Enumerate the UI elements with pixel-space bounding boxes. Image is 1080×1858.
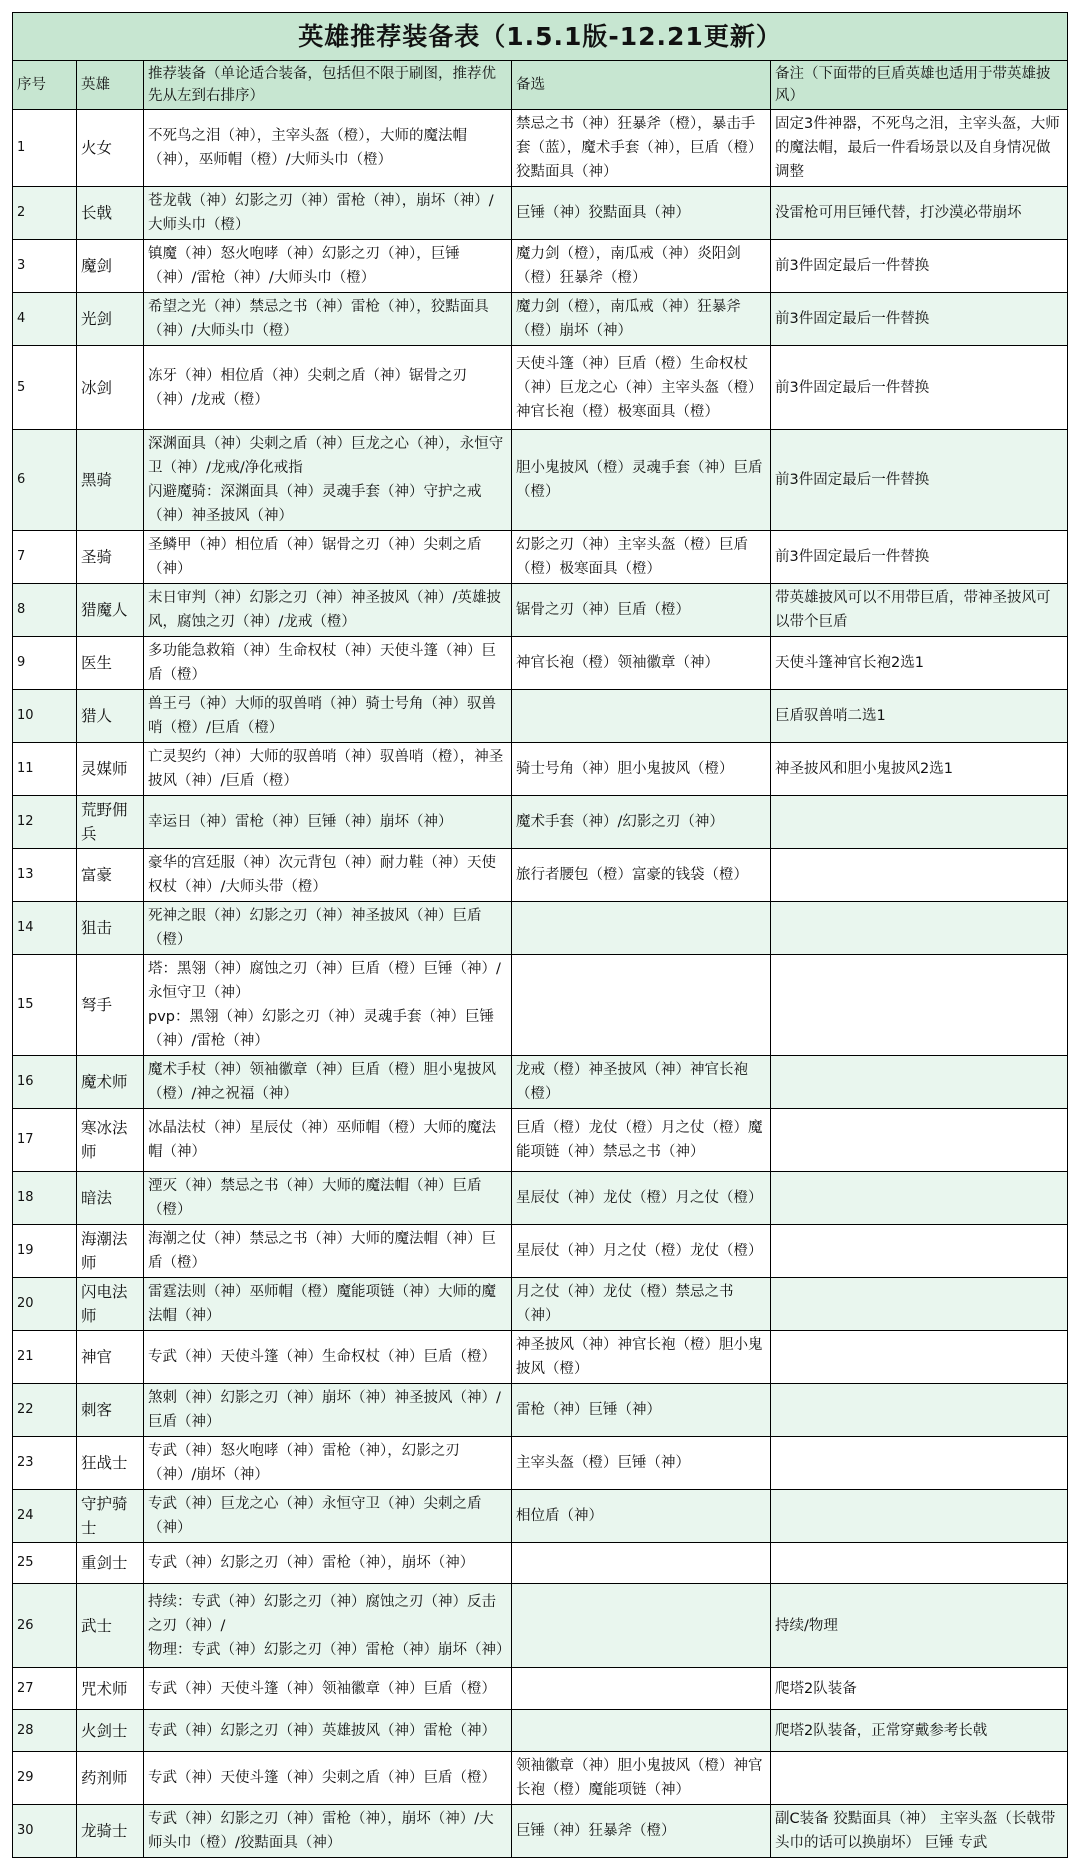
cell-note: 前3件固定最后一件替换 xyxy=(771,430,1068,531)
table-row xyxy=(13,849,1068,902)
cell-no: 3 xyxy=(13,240,77,293)
cell-no: 17 xyxy=(13,1109,77,1172)
cell-recommended: 冰晶法杖（神）星辰仗（神）巫师帽（橙）大师的魔法帽（神） xyxy=(144,1109,512,1172)
table-row xyxy=(13,531,1068,584)
cell-note: 爬塔2队装备，正常穿戴参考长戟 xyxy=(771,1710,1068,1752)
cell-alternative: 神官长袍（橙）领袖徽章（神） xyxy=(512,637,771,690)
cell-note xyxy=(771,1331,1068,1384)
cell-alternative xyxy=(512,1710,771,1752)
sheet-title: 英雄推荐装备表（1.5.1版-12.21更新） xyxy=(13,13,1068,61)
cell-no: 10 xyxy=(13,690,77,743)
cell-hero: 魔剑 xyxy=(77,240,144,293)
cell-no: 24 xyxy=(13,1490,77,1543)
cell-hero: 药剂师 xyxy=(77,1752,144,1805)
cell-hero: 武士 xyxy=(77,1584,144,1668)
cell-hero: 海潮法师 xyxy=(77,1225,144,1278)
cell-no: 25 xyxy=(13,1543,77,1584)
cell-alternative: 魔术手套（神）/幻影之刃（神） xyxy=(512,796,771,849)
cell-no: 27 xyxy=(13,1668,77,1710)
cell-recommended: 圣鳞甲（神）相位盾（神）锯骨之刃（神）尖刺之盾（神） xyxy=(144,531,512,584)
cell-recommended: 专武（神）幻影之刃（神）英雄披风（神）雷枪（神） xyxy=(144,1710,512,1752)
cell-alternative: 魔力剑（橙），南瓜戒（神）狂暴斧（橙）崩坏（神） xyxy=(512,293,771,346)
cell-alternative: 幻影之刃（神）主宰头盔（橙）巨盾（橙）极寒面具（橙） xyxy=(512,531,771,584)
cell-alternative: 巨锤（神）狂暴斧（橙） xyxy=(512,1805,771,1858)
table-row xyxy=(13,637,1068,690)
cell-recommended: 死神之眼（神）幻影之刃（神）神圣披风（神）巨盾（橙） xyxy=(144,902,512,955)
cell-recommended: 专武（神）天使斗篷（神）尖刺之盾（神）巨盾（橙） xyxy=(144,1752,512,1805)
header-note: 备注（下面带的巨盾英雄也适用于带英雄披风） xyxy=(771,61,1068,110)
cell-hero: 黑骑 xyxy=(77,430,144,531)
cell-alternative: 天使斗篷（神）巨盾（橙）生命权杖（神）巨龙之心（神）主宰头盔（橙）神官长袍（橙）极寒面具（橙） xyxy=(512,346,771,430)
cell-recommended: 持续：专武（神）幻影之刃（神）腐蚀之刃（神）反击之刃（神）/ 物理：专武（神）幻影之刃（神）雷枪（神）崩坏（神） xyxy=(144,1584,512,1668)
table-row xyxy=(13,1278,1068,1331)
cell-hero: 暗法 xyxy=(77,1172,144,1225)
cell-recommended: 不死鸟之泪（神），主宰头盔（橙），大师的魔法帽（神），巫师帽（橙）/大师头巾（橙） xyxy=(144,110,512,187)
cell-recommended: 专武（神）天使斗篷（神）生命权杖（神）巨盾（橙） xyxy=(144,1331,512,1384)
cell-no: 7 xyxy=(13,531,77,584)
table-row xyxy=(13,293,1068,346)
table-row xyxy=(13,1109,1068,1172)
cell-recommended: 冻牙（神）相位盾（神）尖刺之盾（神）锯骨之刃（神）/龙戒（橙） xyxy=(144,346,512,430)
cell-recommended: 煞刺（神）幻影之刃（神）崩坏（神）神圣披风（神）/巨盾（神） xyxy=(144,1384,512,1437)
cell-note: 带英雄披风可以不用带巨盾，带神圣披风可以带个巨盾 xyxy=(771,584,1068,637)
cell-no: 19 xyxy=(13,1225,77,1278)
table-body xyxy=(13,110,1068,1858)
cell-note: 没雷枪可用巨锤代替，打沙漠必带崩坏 xyxy=(771,187,1068,240)
cell-hero: 长戟 xyxy=(77,187,144,240)
table-row xyxy=(13,1056,1068,1109)
cell-no: 21 xyxy=(13,1331,77,1384)
cell-note xyxy=(771,902,1068,955)
cell-recommended: 魔术手杖（神）领袖徽章（神）巨盾（橙）胆小鬼披风（橙）/神之祝福（神） xyxy=(144,1056,512,1109)
cell-hero: 寒冰法师 xyxy=(77,1109,144,1172)
header-alternative: 备选 xyxy=(512,61,771,110)
cell-note: 神圣披风和胆小鬼披风2选1 xyxy=(771,743,1068,796)
table-row xyxy=(13,1543,1068,1584)
cell-hero: 咒术师 xyxy=(77,1668,144,1710)
cell-no: 18 xyxy=(13,1172,77,1225)
table-row xyxy=(13,1437,1068,1490)
cell-alternative xyxy=(512,1584,771,1668)
cell-recommended: 专武（神）巨龙之心（神）永恒守卫（神）尖刺之盾（神） xyxy=(144,1490,512,1543)
cell-no: 22 xyxy=(13,1384,77,1437)
header-row xyxy=(13,61,1068,110)
cell-recommended: 雷霆法则（神）巫师帽（橙）魔能项链（神）大师的魔法帽（神） xyxy=(144,1278,512,1331)
table-row xyxy=(13,1805,1068,1858)
table-row xyxy=(13,430,1068,531)
cell-no: 12 xyxy=(13,796,77,849)
cell-recommended: 希望之光（神）禁忌之书（神）雷枪（神），狡黠面具（神）/大师头巾（橙） xyxy=(144,293,512,346)
table-row xyxy=(13,955,1068,1056)
cell-note xyxy=(771,955,1068,1056)
cell-no: 14 xyxy=(13,902,77,955)
header-hero: 英雄 xyxy=(77,61,144,110)
cell-no: 29 xyxy=(13,1752,77,1805)
cell-note: 前3件固定最后一件替换 xyxy=(771,293,1068,346)
cell-hero: 医生 xyxy=(77,637,144,690)
cell-alternative: 月之仗（神）龙仗（橙）禁忌之书（神） xyxy=(512,1278,771,1331)
cell-note: 固定3件神器，不死鸟之泪，主宰头盔，大师的魔法帽，最后一件看场景以及自身情况做调整 xyxy=(771,110,1068,187)
cell-alternative: 魔力剑（橙），南瓜戒（神）炎阳剑（橙）狂暴斧（橙） xyxy=(512,240,771,293)
table-row xyxy=(13,110,1068,187)
cell-no: 6 xyxy=(13,430,77,531)
cell-note xyxy=(771,1278,1068,1331)
table-row xyxy=(13,1668,1068,1710)
cell-alternative: 禁忌之书（神）狂暴斧（橙），暴击手套（蓝），魔术手套（神），巨盾（橙）狡黠面具（神） xyxy=(512,110,771,187)
cell-alternative: 星辰仗（神）龙仗（橙）月之仗（橙） xyxy=(512,1172,771,1225)
cell-alternative: 锯骨之刃（神）巨盾（橙） xyxy=(512,584,771,637)
cell-alternative: 星辰仗（神）月之仗（橙）龙仗（橙） xyxy=(512,1225,771,1278)
table-row xyxy=(13,1225,1068,1278)
cell-alternative xyxy=(512,1668,771,1710)
cell-alternative: 巨锤（神）狡黠面具（神） xyxy=(512,187,771,240)
cell-hero: 守护骑士 xyxy=(77,1490,144,1543)
cell-note: 前3件固定最后一件替换 xyxy=(771,346,1068,430)
cell-no: 4 xyxy=(13,293,77,346)
cell-hero: 魔术师 xyxy=(77,1056,144,1109)
cell-no: 8 xyxy=(13,584,77,637)
cell-recommended: 苍龙戟（神）幻影之刃（神）雷枪（神），崩坏（神）/大师头巾（橙） xyxy=(144,187,512,240)
cell-hero: 灵媒师 xyxy=(77,743,144,796)
cell-hero: 重剑士 xyxy=(77,1543,144,1584)
cell-hero: 狙击 xyxy=(77,902,144,955)
cell-alternative xyxy=(512,955,771,1056)
cell-no: 30 xyxy=(13,1805,77,1858)
table-row xyxy=(13,1752,1068,1805)
cell-recommended: 兽王弓（神）大师的驭兽哨（神）骑士号角（神）驭兽哨（橙）/巨盾（橙） xyxy=(144,690,512,743)
cell-alternative: 雷枪（神）巨锤（神） xyxy=(512,1384,771,1437)
cell-no: 20 xyxy=(13,1278,77,1331)
table-row xyxy=(13,1490,1068,1543)
cell-no: 16 xyxy=(13,1056,77,1109)
table-row xyxy=(13,240,1068,293)
table-row xyxy=(13,743,1068,796)
table-row xyxy=(13,346,1068,430)
table-row xyxy=(13,902,1068,955)
cell-hero: 火剑士 xyxy=(77,1710,144,1752)
cell-alternative xyxy=(512,1543,771,1584)
cell-recommended: 塔：黑翎（神）腐蚀之刃（神）巨盾（橙）巨锤（神）/永恒守卫（神） pvp：黑翎（神）幻影之刃（神）灵魂手套（神）巨锤（神）/雷枪（神） xyxy=(144,955,512,1056)
cell-alternative: 骑士号角（神）胆小鬼披风（橙） xyxy=(512,743,771,796)
cell-hero: 冰剑 xyxy=(77,346,144,430)
cell-alternative: 领袖徽章（神）胆小鬼披风（橙）神官长袍（橙）魔能项链（神） xyxy=(512,1752,771,1805)
cell-hero: 火女 xyxy=(77,110,144,187)
cell-hero: 刺客 xyxy=(77,1384,144,1437)
cell-recommended: 亡灵契约（神）大师的驭兽哨（神）驭兽哨（橙），神圣披风（神）/巨盾（橙） xyxy=(144,743,512,796)
cell-note xyxy=(771,1752,1068,1805)
cell-note: 副C装备 狡黠面具（神） 主宰头盔（长戟带头巾的话可以换崩坏） 巨锤 专武 xyxy=(771,1805,1068,1858)
cell-recommended: 湮灭（神）禁忌之书（神）大师的魔法帽（神）巨盾（橙） xyxy=(144,1172,512,1225)
cell-hero: 猎人 xyxy=(77,690,144,743)
cell-hero: 圣骑 xyxy=(77,531,144,584)
cell-note xyxy=(771,1225,1068,1278)
cell-note: 前3件固定最后一件替换 xyxy=(771,531,1068,584)
cell-hero: 龙骑士 xyxy=(77,1805,144,1858)
cell-note xyxy=(771,1056,1068,1109)
table-row xyxy=(13,1710,1068,1752)
cell-alternative: 胆小鬼披风（橙）灵魂手套（神）巨盾（橙） xyxy=(512,430,771,531)
cell-recommended: 深渊面具（神）尖刺之盾（神）巨龙之心（神），永恒守卫（神）/龙戒/净化戒指 闪避魔骑：深渊面具（神）灵魂手套（神）守护之戒（神）神圣披风（神） xyxy=(144,430,512,531)
cell-alternative: 旅行者腰包（橙）富豪的钱袋（橙） xyxy=(512,849,771,902)
cell-recommended: 专武（神）天使斗篷（神）领袖徽章（神）巨盾（橙） xyxy=(144,1668,512,1710)
table-row xyxy=(13,690,1068,743)
table-row xyxy=(13,187,1068,240)
cell-recommended: 专武（神）幻影之刃（神）雷枪（神），崩坏（神） xyxy=(144,1543,512,1584)
header-recommended: 推荐装备（单论适合装备，包括但不限于刷图，推荐优先从左到右排序） xyxy=(144,61,512,110)
cell-note xyxy=(771,1384,1068,1437)
cell-recommended: 专武（神）幻影之刃（神）雷枪（神），崩坏（神）/大师头巾（橙）/狡黠面具（神） xyxy=(144,1805,512,1858)
cell-alternative: 主宰头盔（橙）巨锤（神） xyxy=(512,1437,771,1490)
cell-hero: 神官 xyxy=(77,1331,144,1384)
cell-recommended: 专武（神）怒火咆哮（神）雷枪（神），幻影之刃（神）/崩坏（神） xyxy=(144,1437,512,1490)
cell-recommended: 幸运日（神）雷枪（神）巨锤（神）崩坏（神） xyxy=(144,796,512,849)
table-row xyxy=(13,584,1068,637)
cell-recommended: 镇魔（神）怒火咆哮（神）幻影之刃（神），巨锤（神）/雷枪（神）/大师头巾（橙） xyxy=(144,240,512,293)
cell-recommended: 豪华的宫廷服（神）次元背包（神）耐力鞋（神）天使权杖（神）/大师头带（橙） xyxy=(144,849,512,902)
cell-note: 前3件固定最后一件替换 xyxy=(771,240,1068,293)
cell-note xyxy=(771,849,1068,902)
cell-note xyxy=(771,796,1068,849)
cell-alternative: 神圣披风（神）神官长袍（橙）胆小鬼披风（橙） xyxy=(512,1331,771,1384)
cell-no: 1 xyxy=(13,110,77,187)
cell-hero: 富豪 xyxy=(77,849,144,902)
cell-no: 11 xyxy=(13,743,77,796)
cell-no: 2 xyxy=(13,187,77,240)
cell-alternative: 相位盾（神） xyxy=(512,1490,771,1543)
cell-no: 5 xyxy=(13,346,77,430)
cell-no: 9 xyxy=(13,637,77,690)
cell-note: 爬塔2队装备 xyxy=(771,1668,1068,1710)
cell-hero: 猎魔人 xyxy=(77,584,144,637)
table-row xyxy=(13,1172,1068,1225)
cell-recommended: 海潮之仗（神）禁忌之书（神）大师的魔法帽（神）巨盾（橙） xyxy=(144,1225,512,1278)
table-row xyxy=(13,1584,1068,1668)
cell-alternative: 巨盾（橙）龙仗（橙）月之仗（橙）魔能项链（神）禁忌之书（神） xyxy=(512,1109,771,1172)
cell-hero: 荒野佣兵 xyxy=(77,796,144,849)
table-row xyxy=(13,1331,1068,1384)
cell-note xyxy=(771,1543,1068,1584)
cell-hero: 光剑 xyxy=(77,293,144,346)
cell-no: 28 xyxy=(13,1710,77,1752)
cell-no: 23 xyxy=(13,1437,77,1490)
cell-hero: 闪电法师 xyxy=(77,1278,144,1331)
cell-no: 13 xyxy=(13,849,77,902)
cell-note xyxy=(771,1172,1068,1225)
cell-note xyxy=(771,1437,1068,1490)
cell-note: 天使斗篷神官长袍2选1 xyxy=(771,637,1068,690)
cell-recommended: 多功能急救箱（神）生命权杖（神）天使斗篷（神）巨盾（橙） xyxy=(144,637,512,690)
cell-no: 15 xyxy=(13,955,77,1056)
cell-alternative: 龙戒（橙）神圣披风（神）神官长袍（橙） xyxy=(512,1056,771,1109)
table-row xyxy=(13,1384,1068,1437)
cell-note: 持续/物理 xyxy=(771,1584,1068,1668)
cell-recommended: 末日审判（神）幻影之刃（神）神圣披风（神）/英雄披风，腐蚀之刃（神）/龙戒（橙） xyxy=(144,584,512,637)
cell-alternative xyxy=(512,902,771,955)
cell-alternative xyxy=(512,690,771,743)
table-row xyxy=(13,796,1068,849)
equipment-table xyxy=(12,12,1068,1858)
equipment-sheet xyxy=(12,12,1067,1858)
header-no: 序号 xyxy=(13,61,77,110)
cell-hero: 弩手 xyxy=(77,955,144,1056)
cell-hero: 狂战士 xyxy=(77,1437,144,1490)
cell-note xyxy=(771,1109,1068,1172)
cell-note: 巨盾驭兽哨二选1 xyxy=(771,690,1068,743)
cell-note xyxy=(771,1490,1068,1543)
cell-no: 26 xyxy=(13,1584,77,1668)
